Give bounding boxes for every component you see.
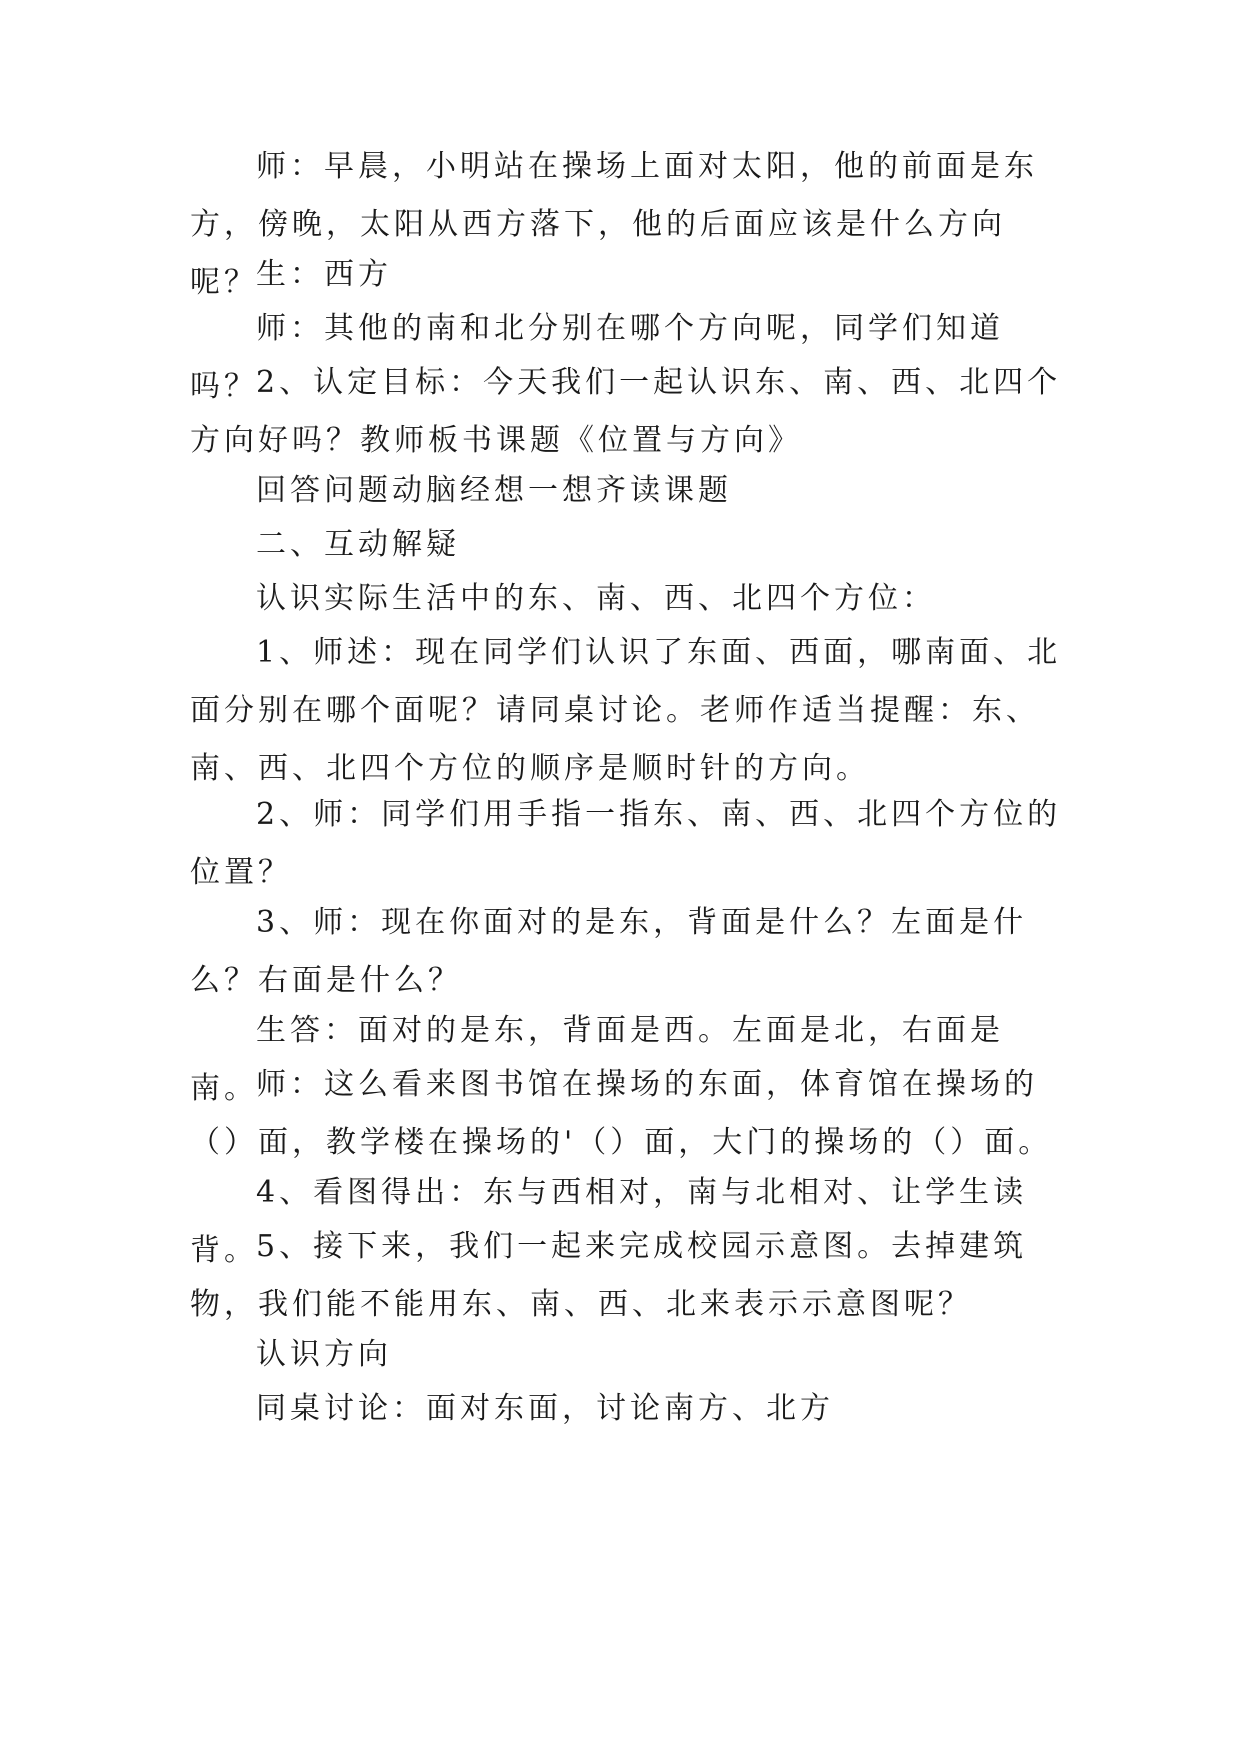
paragraph-15: 认识方向 [256, 1337, 392, 1372]
paragraph-9: 2、师：同学们用手指一指东、南、西、北四个方位的位置？ [190, 797, 1062, 890]
paragraph-4: 2、认定目标：今天我们一起认识东、南、西、北四个方向好吗？教师板书课题《位置与方向》 [190, 365, 1062, 458]
paragraph-6: 二、互动解疑 [256, 527, 460, 562]
paragraph-10: 3、师：现在你面对的是东，背面是什么？左面是什么？右面是什么？ [190, 905, 1028, 998]
paragraph-1: 师：早晨，小明站在操场上面对太阳，他的前面是东方，傍晚，太阳从西方落下，他的后面应该是什么方向呢？ [190, 149, 1038, 300]
paragraph-7: 认识实际生活中的东、南、西、北四个方位： [256, 581, 936, 616]
paragraph-16: 同桌讨论：面对东面，讨论南方、北方 [256, 1391, 834, 1426]
paragraph-3: 师：其他的南和北分别在哪个方向呢，同学们知道吗？ [190, 311, 1004, 404]
paragraph-14: 5、接下来，我们一起来完成校园示意图。去掉建筑物，我们能不能用东、南、西、北来表示示意图呢？ [190, 1229, 1028, 1322]
paragraph-8: 1、师述：现在同学们认识了东面、西面，哪南面、北面分别在哪个面呢？请同桌讨论。老师作适当提醒：东、南、西、北四个方位的顺序是顺时针的方向。 [190, 635, 1062, 786]
paragraph-13: 4、看图得出：东与西相对，南与北相对、让学生读背。 [190, 1175, 1028, 1268]
paragraph-12: 师：这么看来图书馆在操场的东面，体育馆在操场的（）面，教学楼在操场的'（）面，大门的操场的（）面。 [190, 1067, 1053, 1160]
paragraph-11: 生答：面对的是东，背面是西。左面是北，右面是南。 [190, 1013, 1004, 1106]
paragraph-5: 回答问题动脑经想一想齐读课题 [256, 473, 732, 508]
paragraph-2: 生：西方 [256, 257, 392, 292]
